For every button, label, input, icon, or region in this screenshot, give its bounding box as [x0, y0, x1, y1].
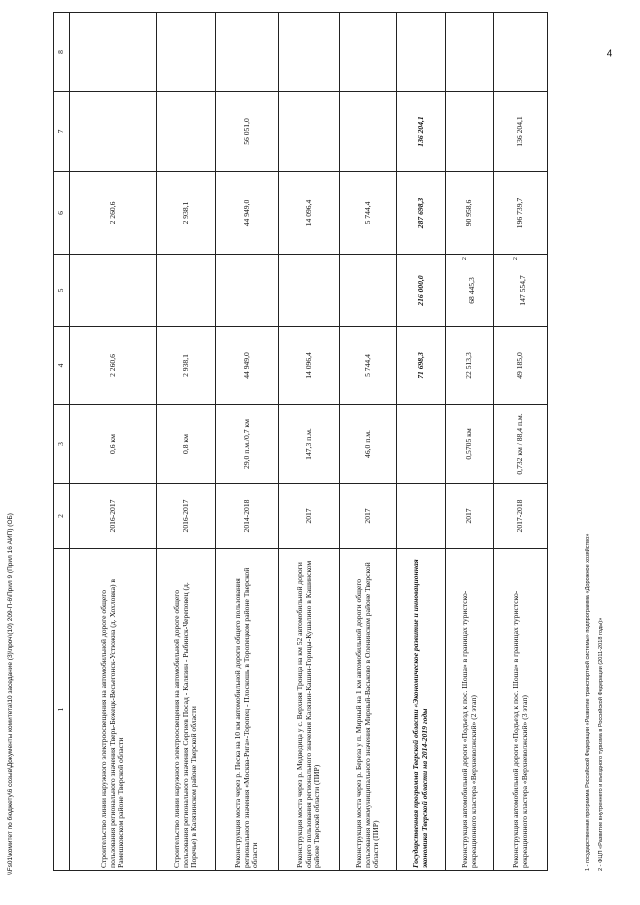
period-cell: 2016-2017 [70, 484, 157, 549]
program-name-cell: Государственная программа Тверской области «Экономическое развитие и инновационная экономика Тверской области на 2014-2019 годы [397, 549, 446, 871]
column-header: 5 [54, 255, 70, 327]
value-cell-col7 [446, 92, 494, 172]
footnote-marker: 2 [511, 257, 519, 261]
value-text: 68 445,3 [467, 277, 477, 304]
column-header: 6 [54, 172, 70, 255]
column-header: 2 [54, 484, 70, 549]
file-path-footer: \\Fs01\комитет по бюджету\6 созыв\Документы комитета\10 заседание (3)\проч\(10) 209-П-6\Прил 9 (Прил 16 АИП) (ОБ) [7, 513, 14, 875]
value-cell-col7: 136 204,1 [494, 92, 548, 172]
object-name-cell: Реконструкция моста через р. Медведица у с. Верхняя Троица на км 52 автомобильной дороги общего пользования регионального значения Калязин-Кашин-Горицы-Кушалино в Кашинском районе Тверской области (ПИР) [279, 549, 340, 871]
value-cell-col4: 71 698,3 [397, 327, 446, 405]
value-cell-col8 [216, 13, 279, 92]
page-number: 4 [606, 48, 613, 60]
period-cell [397, 484, 446, 549]
object-name-cell: Реконструкция моста через р. Песка на 10 км автомобильной дороги общего пользования регионального значения «Москва-Рига»-Торопец - Плоскошь в Торопецком районе Тверской области [216, 549, 279, 871]
object-name-cell: Реконструкция автомобильной дороги «Подъезд к пос. Шоша» в границах туристско-рекреационного кластера «Верхневолжский» (3 этап) [494, 549, 548, 871]
value-cell-col8 [70, 13, 157, 92]
column-header: 1 [54, 549, 70, 871]
object-name-cell: Строительство линии наружного электроосвещения на автомобильной дороге общего пользования регионального значения Сергиев Посад - Калязин - Рыбинск-Череповец (д. Поречье) в Калязинском районе Тверской области [157, 549, 216, 871]
capacity-cell: 0,5705 км [446, 405, 494, 484]
capacity-cell [397, 405, 446, 484]
object-name-cell: Реконструкция автомобильной дороги «Подъезд к пос. Шоша» в границах туристско-рекреационного кластера «Верхневолжский» (2 этап) [446, 549, 494, 871]
object-name-cell: Строительство линии наружного электроосвещения на автомобильной дороге общего пользования регионального значения Тверь-Бежецк-Весьегонск-Устюжна (д. Хохловка) в Рамешковском районе Тверской области [70, 549, 157, 871]
table-row-program-total [397, 13, 446, 871]
value-cell-col6: 14 096,4 [279, 172, 340, 255]
value-cell-col8 [397, 13, 446, 92]
value-cell-col6: 287 698,3 [397, 172, 446, 255]
period-cell: 2017 [279, 484, 340, 549]
value-cell-col6: 2 938,1 [157, 172, 216, 255]
value-cell-col7 [340, 92, 397, 172]
value-cell-col5: 216 000,0 [397, 255, 446, 327]
value-cell-col6: 5 744,4 [340, 172, 397, 255]
column-header: 3 [54, 405, 70, 484]
value-cell-col7 [157, 92, 216, 172]
value-text: 147 554,7 [518, 275, 528, 306]
value-cell-col5 [216, 255, 279, 327]
period-cell: 2016-2017 [157, 484, 216, 549]
value-cell-col5 [446, 255, 494, 327]
capacity-cell: 147,3 п.м. [279, 405, 340, 484]
period-cell: 2017 [340, 484, 397, 549]
column-header: 8 [54, 13, 70, 92]
capacity-cell: 29,0 п.м./0,7 км [216, 405, 279, 484]
footnote-marker: 2 [460, 257, 468, 261]
table-row [70, 13, 157, 871]
value-cell-col8 [340, 13, 397, 92]
capacity-cell: 0,732 км / 88,4 п.м. [494, 405, 548, 484]
object-name-cell: Реконструкция моста через р. Береза у п. Мирный на 1 км автомобильной дороги общего пользования межмуниципального значения Мирный-Васьково в Оленинском районе Тверской области (ПИР) [340, 549, 397, 871]
capacity-cell: 46,0 п.м. [340, 405, 397, 484]
value-cell-col7 [279, 92, 340, 172]
capacity-cell: 0,6 км [70, 405, 157, 484]
column-header: 4 [54, 327, 70, 405]
table-row [157, 13, 216, 871]
table-row [494, 13, 548, 871]
table-row [340, 13, 397, 871]
value-cell-col4: 2 260,6 [70, 327, 157, 405]
value-cell-col4: 2 938,1 [157, 327, 216, 405]
value-cell-col8 [494, 13, 548, 92]
capacity-cell: 0,8 км [157, 405, 216, 484]
value-cell-col4: 44 949,0 [216, 327, 279, 405]
period-cell: 2017-2018 [494, 484, 548, 549]
value-cell-col7: 56 051,0 [216, 92, 279, 172]
value-cell-col7: 136 204,1 [397, 92, 446, 172]
value-cell-col5 [494, 255, 548, 327]
value-cell-col5 [157, 255, 216, 327]
value-cell-col4: 14 096,4 [279, 327, 340, 405]
value-cell-col5 [340, 255, 397, 327]
table-row [446, 13, 494, 871]
table-row [279, 13, 340, 871]
value-cell-col4: 22 513,3 [446, 327, 494, 405]
value-cell-col8 [446, 13, 494, 92]
value-cell-col5 [70, 255, 157, 327]
footnote-1: 1 - государственная программа Российской Федерации «Развитие транспортной системы» подпрограмма «Дорожное хозяйство» [585, 533, 591, 871]
column-number-row [54, 13, 70, 871]
investment-program-table [53, 12, 548, 871]
period-cell: 2017 [446, 484, 494, 549]
value-cell-col4: 5 744,4 [340, 327, 397, 405]
value-cell-col6: 196 739,7 [494, 172, 548, 255]
value-cell-col6: 44 949,0 [216, 172, 279, 255]
value-cell-col7 [70, 92, 157, 172]
value-cell-col6: 2 260,6 [70, 172, 157, 255]
value-cell-col5 [279, 255, 340, 327]
table-row [216, 13, 279, 871]
column-header: 7 [54, 92, 70, 172]
value-cell-col6: 90 958,6 [446, 172, 494, 255]
period-cell: 2014-2018 [216, 484, 279, 549]
value-cell-col8 [279, 13, 340, 92]
value-cell-col8 [157, 13, 216, 92]
footnote-2: 2 - ФЦП «Развитие внутреннего и въездного туризма в Российской Федерации (2011-2018 годы)» [598, 617, 604, 871]
value-cell-col4: 49 185,0 [494, 327, 548, 405]
